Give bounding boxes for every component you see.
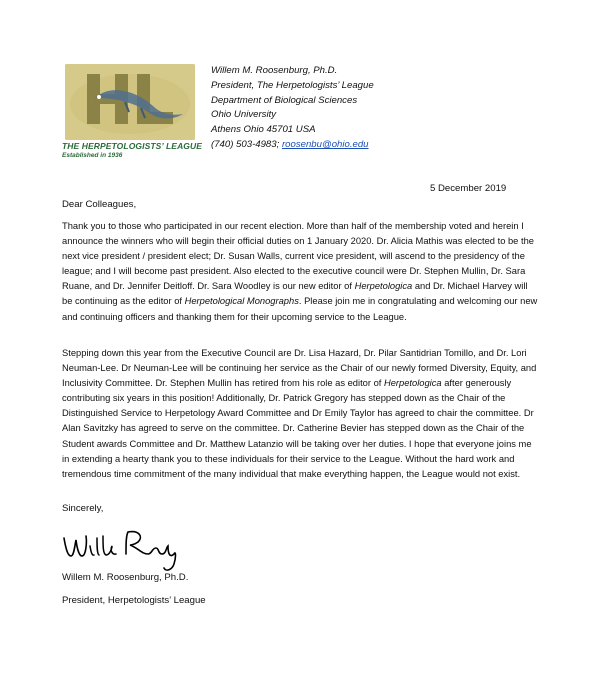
handwritten-signature (60, 524, 190, 574)
letterhead-name: Willem M. Roosenburg, Ph.D. (211, 65, 338, 76)
letterhead-phone: (740) 503-4983; (211, 138, 280, 150)
letterhead-address: Athens Ohio 45701 USA (211, 124, 316, 136)
letterhead-title: President, The Herpetologists’ League (211, 79, 374, 91)
p2-text-a: Stepping down this year from the Executive Council are Dr. Lisa Hazard, Dr. Pilar Santidrian Tomillo, and Dr. Lori Neuman-Lee. Dr Neuman-Lee will be continuing her service as the Chair of our newly formed Diversity, Equity, and Inclusivity Committee. Dr. Stephen Mullin has retired from his role as editor of (62, 348, 537, 389)
journal-title: Herpetologica (354, 281, 413, 292)
logo-org-name: THE HERPETOLOGISTS’ LEAGUE (62, 141, 203, 151)
email-link[interactable]: roosenbu@ohio.edu (281, 138, 369, 150)
closing: Sincerely, (62, 503, 104, 514)
letterhead (211, 64, 374, 153)
salutation: Dear Colleagues, (62, 199, 137, 210)
journal-title: Herpetological Monographs (184, 296, 299, 307)
hl-monogram-icon (65, 64, 195, 140)
letterhead-university: Ohio University (211, 109, 277, 121)
letterhead-department: Department of Biological Sciences (211, 94, 358, 106)
p2-text-b: after generously contributing six years in this position! Additionally, Dr. Patrick Gregory has stepped down as the Chair of the Distinguished Service to Herpetology Award Committee and Dr Emily Taylor has agreed to chair the committee. Dr Alan Savitzky has agreed to serve on the committee. Dr. Catherine Bevier has stepped down as the Chair of the Student awards Committee and Dr. Matthew Latanzio will be taking over her duties. I hope that everyone joins me in extending a hearty thank you to these individuals for their service to the League. Without the hard work and tremendous time commitment of the many individual that make everything happen, the League would not exist. (62, 378, 534, 479)
letter-date: 5 December 2019 (430, 183, 507, 194)
p1-text-c: . Please join me in congratulating and welcoming our new and continuing officers and thanking them for their upcoming service to the League. (62, 296, 538, 322)
letterhead-contact (211, 138, 374, 153)
p1-text-b: and Dr. Michael Harvey will be continuing as the editor of (62, 281, 528, 307)
paragraph-stepping-down (62, 346, 540, 482)
signature-title: President, Herpetologists’ League (62, 595, 206, 606)
signature-name: Willem M. Roosenburg, Ph.D. (62, 572, 189, 583)
logo-established: Established in 1936 (62, 152, 123, 159)
paragraph-election-results (62, 219, 540, 325)
journal-title: Herpetologica (383, 378, 442, 389)
league-logo (62, 64, 203, 160)
p1-text-a: Thank you to those who participated in our recent election. More than half of the membership voted and herein I announce the winners who will begin their official duties on 1 January 2020. Dr. Alicia Mathis was elected to be the next vice president / president elect; Dr. Susan Walls, current vice president, will ascend to the presidency of the league; and I will become past president. Also elected to the executive council were Dr. Stephen Mullin, Dr. Sara Ruane, and Dr. Jennifer Deitloff. Dr. Sara Woodley is our new editor of (62, 221, 534, 292)
